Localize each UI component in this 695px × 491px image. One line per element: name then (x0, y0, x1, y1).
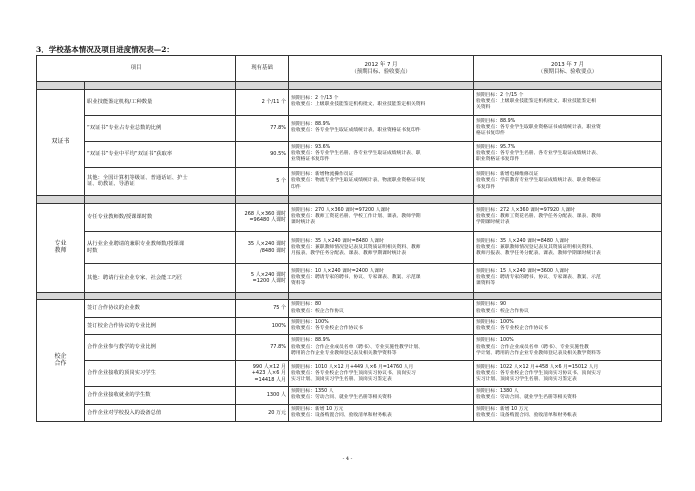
item-cell: “双证书”专业中平均“双证书”获取率 (85, 141, 236, 167)
base-cell: 1300 人 (236, 387, 289, 404)
item-cell: 职业技能鉴定机构/工种数量 (85, 89, 236, 115)
table-row (37, 203, 662, 231)
item-cell: 其他：聘请行业企业专家、社会能工巧匠 (85, 264, 236, 292)
table-row (37, 115, 662, 141)
target-2012-cell: 预期目标：1010 人×12 月+449 人×6 月=14760 人月 验收要点：各专业校企合作学生顶岗实习协议书、顶岗实习 实习计划、顶岗实习学生名册、顶岗实习鉴定表 (289, 361, 474, 387)
header-2013: 2013 年 7 月 （预期目标、验收要点） (474, 56, 662, 82)
target-2012-cell: 预期目标：2 个/13 个 验收要点：上级职业技能鉴定机构批文、职业技能鉴定相关资料 (289, 89, 474, 115)
base-cell: 77.8% (236, 335, 289, 361)
base-cell: 990 人×12 月 +423 人×6 月 =14418 人月 (236, 361, 289, 387)
target-2012-cell: 预期目标：新增物流操作员证 验收要点：物流专业学生取证成绩统计表、物流职业资格证书复 印件 (289, 167, 474, 195)
target-2012-cell: 预期目标：35 人×240 课时=8480 人课时 验收要点：兼职教师情况登记表及其资质证明相关资料、教师 月报表、教学任务分配表、课表、教师学期课时统计表 (289, 231, 474, 264)
table-row (37, 167, 662, 195)
target-2013-cell: 预期目标：88.9% 验收要点：各专业学生取职业资格证书成绩统计表、职业资 格证书复印件 (474, 115, 662, 141)
target-2013-cell: 预期目标：新增电梯维修员证 验收要点：学前教育专业学生取证成绩统计表、职业资格证 书复印件 (474, 167, 662, 195)
group-separator (37, 82, 662, 90)
target-2012-cell: 预期目标：新增 10 万元 验收要点：设备购置合同、验收清单和财务帐表 (289, 404, 474, 421)
item-cell: 专任专业教师数/授课课时数 (85, 203, 236, 231)
item-cell: “双证书”专业占专业总数的比例 (85, 115, 236, 141)
target-2013-cell: 预期目标：95.7% 验收要点：各专业学生名册、各专业学生取证成绩统计表、 职业资格证书复印件 (474, 141, 662, 167)
target-2013-cell: 预期目标：1022 人×12 月+458 人×6 月=15012 人月 验收要点：各专业校企合作学生顶岗实习协议书、顶岗实习 实习计划、顶岗实习学生名册、顶岗实习鉴定表 (474, 361, 662, 387)
target-2013-cell: 预期目标：15 人×240 课时=3600 人课时 验收要点：聘请专家的聘书、协议、专家课表、教案、示范 课资料等 (474, 264, 662, 292)
item-cell: 合作企业参与教学的专业比例 (85, 335, 236, 361)
base-cell: 5 人×240 课时 =1200 人课时 (236, 264, 289, 292)
table-row (37, 404, 662, 421)
table-row (37, 141, 662, 167)
base-cell: 77.8% (236, 115, 289, 141)
category-cell: 校企 合作 (37, 300, 85, 422)
table-row (37, 387, 662, 404)
target-2013-cell: 预期目标：1380 人 验收要点：劳动合同、就业学生名册等相关资料 (474, 387, 662, 404)
section-heading: 3．学校基本情况及项目进度情况表—2： (36, 45, 174, 54)
target-2012-cell: 预期目标：100% 验收要点：各专业校企合作协议书 (289, 317, 474, 334)
table-row (37, 335, 662, 361)
target-2012-cell: 预期目标：88.9% 验收要点：合作企业成员名单（聘书）、专业实施性教学计划、 聘用的合作企业专业教师登记表及相关教学资料等 (289, 335, 474, 361)
target-2013-cell: 预期目标：35 人×240 课时=8480 人课时 验收要点：兼职教师情况登记表及其资质证明相关资料、 教师月报表、教学任务分配表、课表、教师学期课时统计表 (474, 231, 662, 264)
table-row (37, 317, 662, 334)
target-2012-cell: 预期目标：88.9% 验收要点：各专业学生取证成绩统计表、职业资格证书复印件 (289, 115, 474, 141)
item-cell: 其他：全国计算机等级证、普通话证、护士 证、幼教证、导游证 (85, 167, 236, 195)
target-2013-cell: 预期目标：90 验收要点：校企合作协议 (474, 300, 662, 317)
item-cell: 签订校企合作协议的专业比例 (85, 317, 236, 334)
target-2013-cell: 预期目标：2 个/15 个 验收要点：上级职业技能鉴定机构批文、职业技能鉴定相 关资料 (474, 89, 662, 115)
group-separator (37, 196, 662, 204)
target-2013-cell: 预期目标：272 人×360 课时=97920 人课时 验收要点：教师工资花名册、教学任务分配表、课表、教师 学期课时统计表 (474, 203, 662, 231)
base-cell: 2 个/11 个 (236, 89, 289, 115)
table-row (37, 231, 662, 264)
target-2013-cell: 预期目标：新增 10 万元 验收要点：设备购置合同、验收清单和财务帐表 (474, 404, 662, 421)
table-header-row (37, 56, 662, 82)
target-2013-cell: 预期目标：100% 验收要点：各专业校企合作协议书 (474, 317, 662, 334)
base-cell: 75 个 (236, 300, 289, 317)
item-cell: 合作企业接收的顶岗实习学生 (85, 361, 236, 387)
page-number: - 4 - (342, 456, 353, 462)
category-cell: 专业 教师 (37, 203, 85, 292)
base-cell: 35 人×240 课时 /8480 课时 (236, 231, 289, 264)
header-item: 项目 (37, 56, 236, 82)
target-2012-cell: 预期目标：1350 人 验收要点：劳动合同、就业学生名册等相关资料 (289, 387, 474, 404)
base-cell: 5 个 (236, 167, 289, 195)
item-cell: 签订合作协议的企业数 (85, 300, 236, 317)
progress-table (36, 55, 662, 422)
header-base: 现有基础 (236, 56, 289, 82)
target-2012-cell: 预期目标：93.6% 验收要点：各专业学生名册、各专业学生取证成绩统计表、职 业资格证书复印件 (289, 141, 474, 167)
base-cell: 90.5% (236, 141, 289, 167)
base-cell: 268 人×360 课时 =96480 人课时 (236, 203, 289, 231)
base-cell: 20 万元 (236, 404, 289, 421)
table-row (37, 264, 662, 292)
target-2012-cell: 预期目标：80 验收要点：校企合作协议 (289, 300, 474, 317)
table-row (37, 361, 662, 387)
item-cell: 从行业企业聘请的兼职专业教师数/授课课 时数 (85, 231, 236, 264)
table-row (37, 89, 662, 115)
base-cell: 100% (236, 317, 289, 334)
header-2012: 2012 年 7 月 （预期目标、验收要点） (289, 56, 474, 82)
group-separator (37, 292, 662, 300)
target-2012-cell: 预期目标：270 人×360 课时=97200 人课时 验收要点：教师工资花名册、学校工作计划、课表、教师学期 课时统计表 (289, 203, 474, 231)
table-row (37, 300, 662, 317)
category-cell: 双证书 (37, 89, 85, 195)
target-2012-cell: 预期目标：10 人×240 课时=2400 人课时 验收要点：聘请专家的聘书、协议、专家课表、教案、示范课 资料等 (289, 264, 474, 292)
target-2013-cell: 预期目标：100% 验收要点：合作企业成员名单（聘书）、专业实施性教 学计划、聘用的合作企业专业教师登记表及相关教学资料等 (474, 335, 662, 361)
item-cell: 合作企业对学校投入的设备总值 (85, 404, 236, 421)
item-cell: 合作企业接收就业的学生数 (85, 387, 236, 404)
